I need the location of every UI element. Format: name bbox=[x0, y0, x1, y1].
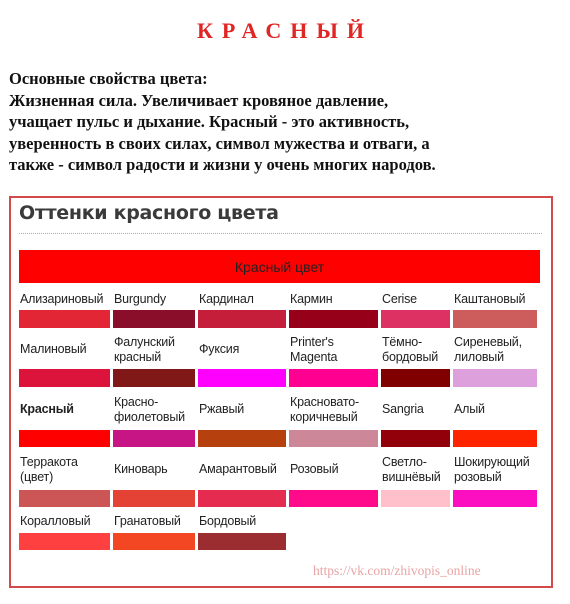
color-label: Каштановый bbox=[454, 291, 526, 306]
color-swatch bbox=[113, 310, 195, 328]
color-swatch bbox=[19, 533, 110, 550]
page-title: КРАСНЫЙ bbox=[196, 18, 374, 43]
color-swatch bbox=[381, 430, 450, 447]
panel-divider bbox=[19, 233, 542, 234]
color-swatch bbox=[19, 369, 110, 387]
color-label: Красный bbox=[20, 402, 74, 416]
color-swatch bbox=[198, 310, 286, 328]
color-label: Шокирующий розовый bbox=[454, 454, 530, 484]
color-label: Тёмно-бордовый bbox=[382, 334, 439, 364]
color-swatch bbox=[453, 369, 537, 387]
color-grid bbox=[19, 288, 540, 552]
panel-title: Оттенки красного цвета bbox=[19, 202, 279, 224]
color-swatch bbox=[19, 310, 110, 328]
intro-line-5: также - символ радости и жизни у очень многих народов. bbox=[9, 155, 436, 174]
color-swatch bbox=[289, 369, 378, 387]
color-label: Гранатовый bbox=[114, 513, 181, 528]
color-swatch bbox=[289, 490, 378, 507]
intro-line-4: уверенность в своих силах, символ мужества и отваги, а bbox=[9, 133, 430, 153]
color-swatch bbox=[453, 490, 537, 507]
color-swatch bbox=[113, 533, 195, 550]
color-label: Алый bbox=[454, 402, 485, 416]
color-swatch bbox=[289, 430, 378, 447]
color-label: Красновато-коричневый bbox=[290, 394, 359, 424]
color-label: Коралловый bbox=[20, 513, 91, 528]
color-swatch bbox=[113, 369, 195, 387]
color-label: Амарантовый bbox=[199, 462, 277, 476]
color-swatch bbox=[381, 310, 450, 328]
color-label: Sangria bbox=[382, 402, 424, 416]
color-label: Ржавый bbox=[199, 402, 245, 416]
color-swatch bbox=[198, 490, 286, 507]
intro-line-3: учащает пульс и дыхание. Красный - это активность, bbox=[9, 112, 410, 131]
red-banner bbox=[19, 250, 540, 283]
color-swatch bbox=[113, 490, 195, 507]
color-swatch bbox=[19, 490, 110, 507]
color-label: Фуксия bbox=[199, 342, 240, 356]
color-label: Ализариновый bbox=[20, 291, 104, 306]
color-swatch bbox=[453, 310, 537, 328]
color-swatch bbox=[381, 490, 450, 507]
color-swatch bbox=[198, 533, 286, 550]
color-label: Кармин bbox=[290, 291, 333, 306]
color-label: Burgundy bbox=[114, 291, 166, 306]
color-label: Бордовый bbox=[199, 513, 257, 528]
color-label: Розовый bbox=[290, 462, 339, 476]
color-swatch bbox=[453, 430, 537, 447]
intro-text bbox=[9, 68, 564, 176]
color-label: Printer's Magenta bbox=[290, 334, 338, 364]
banner-label: Красный цвет bbox=[234, 258, 325, 275]
color-label: Киноварь bbox=[114, 462, 168, 476]
color-swatch bbox=[381, 369, 450, 387]
color-label: Фалунский красный bbox=[114, 334, 175, 364]
color-label: Малиновый bbox=[20, 342, 87, 356]
color-label: Cerise bbox=[382, 291, 417, 306]
color-label: Терракота (цвет) bbox=[20, 454, 78, 484]
intro-line-1: Основные свойства цвета: bbox=[9, 69, 208, 88]
intro-line-2: Жизненная сила. Увеличивает кровяное давление, bbox=[9, 90, 389, 110]
color-label: Светло-вишнёвый bbox=[382, 454, 441, 484]
color-label: Сиреневый, лиловый bbox=[454, 334, 522, 364]
watermark: https://vk.com/zhivopis_online bbox=[313, 563, 481, 578]
color-label: Кардинал bbox=[199, 291, 254, 306]
color-swatch bbox=[289, 310, 378, 328]
color-swatch bbox=[198, 430, 286, 447]
color-label: Красно-фиолетовый bbox=[114, 394, 185, 424]
color-swatch bbox=[198, 369, 286, 387]
color-swatch bbox=[113, 430, 195, 447]
color-swatch bbox=[19, 430, 110, 447]
